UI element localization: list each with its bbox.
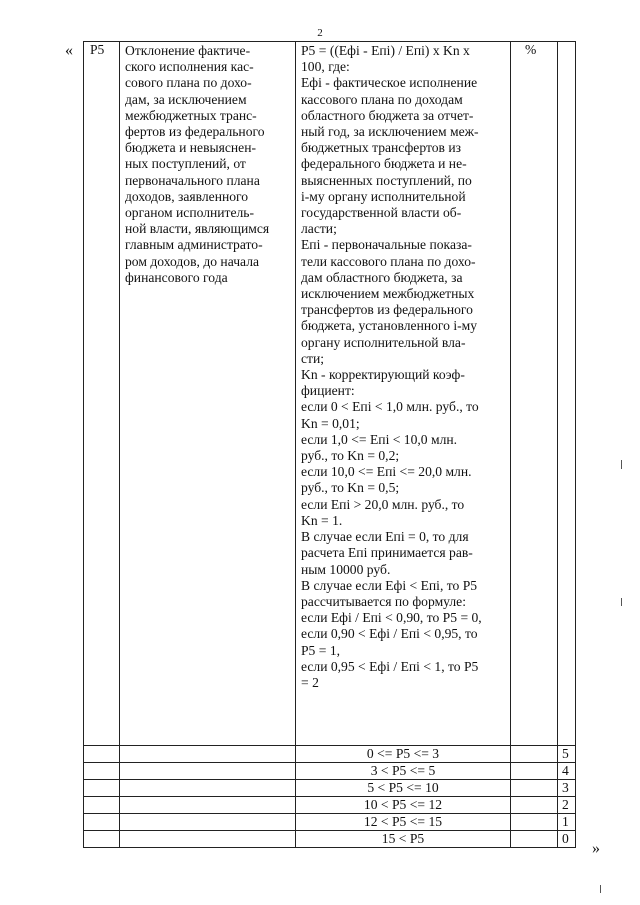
formula-line: если 0,95 < Eфi / Eпi < 1, то P5 (301, 658, 479, 674)
score-value: 0 (558, 831, 576, 848)
formula-line: бюджетных трансфертов из (301, 140, 461, 156)
empty-cell (120, 797, 296, 814)
formula-line: ным 10000 руб. (301, 561, 391, 577)
score-row (84, 763, 576, 780)
score-range: 10 < P5 <= 12 (296, 797, 511, 814)
formula-line: бюджета, установленного i-му (301, 318, 478, 334)
formula-line: расчета Eпi принимается рав- (301, 545, 473, 561)
score-row (84, 814, 576, 831)
score-row (84, 746, 576, 763)
formula-line: руб., то Kn = 0,5; (301, 480, 400, 496)
formula-line: В случае если Eпi = 0, то для (301, 529, 469, 545)
unit-label: % (525, 42, 537, 57)
empty-cell (84, 814, 120, 831)
formula-line: государственной власти об- (301, 205, 462, 221)
empty-cell (84, 780, 120, 797)
score-row (84, 780, 576, 797)
formula-line: рассчитывается по формуле: (301, 593, 466, 609)
formula-line: Kn = 0,01; (301, 415, 360, 431)
name-line: ром доходов, до начала (125, 253, 260, 269)
empty-cell (120, 780, 296, 797)
formula-line: тели кассового плана по дохо- (301, 253, 476, 269)
formula-line: выясненных поступлений, по (301, 172, 472, 188)
formula-line: дам областного бюджета, за (301, 269, 463, 285)
name-line: финансового года (125, 269, 228, 285)
score-value: 4 (558, 763, 576, 780)
empty-cell (120, 746, 296, 763)
empty-cell (84, 746, 120, 763)
scan-artifact (600, 885, 601, 893)
empty-cell (511, 746, 558, 763)
empty-cell (120, 831, 296, 848)
formula-line: если 10,0 <= Eпi <= 20,0 млн. (301, 464, 472, 480)
indicator-code-cell (84, 42, 120, 746)
empty-cell (511, 797, 558, 814)
formula-line: органу исполнительной вла- (301, 334, 466, 350)
formula-line: Kn - корректирующий коэф- (301, 367, 465, 383)
formula-line: исключением межбюджетных (301, 286, 475, 302)
indicator-main-row (84, 42, 576, 746)
name-line: ных поступлений, от (125, 156, 246, 172)
score-value: 2 (558, 797, 576, 814)
score-range: 0 <= P5 <= 3 (296, 746, 511, 763)
score-range: 5 < P5 <= 10 (296, 780, 511, 797)
name-line: органом исполнитель- (125, 205, 255, 221)
opening-quote: « (65, 42, 73, 59)
score-value: 1 (558, 814, 576, 831)
score-range: 15 < P5 (296, 831, 511, 848)
formula-line: = 2 (301, 674, 319, 690)
formula-line: федерального бюджета и не- (301, 156, 467, 172)
score-range: 3 < P5 <= 5 (296, 763, 511, 780)
empty-cell (120, 763, 296, 780)
indicator-table (83, 41, 576, 848)
empty-cell (84, 763, 120, 780)
formula-line: i-му органу исполнительной (301, 188, 466, 204)
formula-line: если Eпi > 20,0 млн. руб., то (301, 496, 465, 512)
score-range: 12 < P5 <= 15 (296, 814, 511, 831)
formula-line: P5 = ((Eфi - Eпi) / Eпi) x Kn x (301, 43, 470, 58)
formula-line: если 0,90 < Eфi / Eпi < 0,95, то (301, 626, 478, 642)
name-line: дам, за исключением (125, 91, 247, 107)
indicator-name-cell (120, 42, 296, 746)
name-line: ной власти, являющимся (125, 221, 270, 237)
formula-line: 100, где: (301, 59, 350, 75)
formula-line: ный год, за исключением меж- (301, 124, 479, 140)
formula-line: Eпi - первоначальные показа- (301, 237, 472, 253)
score-value: 3 (558, 780, 576, 797)
closing-quote: » (592, 840, 600, 857)
name-line: первоначального плана (125, 172, 260, 188)
scan-artifact (621, 598, 622, 606)
formula-cell (296, 42, 511, 746)
formula-line: кассового плана по доходам (301, 91, 463, 107)
name-line: бюджета и невыяснен- (125, 140, 257, 156)
empty-cell (511, 763, 558, 780)
formula-line: P5 = 1, (301, 642, 341, 658)
empty-cell (511, 831, 558, 848)
name-line: Отклонение фактиче- (125, 43, 251, 58)
empty-cell (84, 797, 120, 814)
formula-line: если 0 < Eпi < 1,0 млн. руб., то (301, 399, 479, 415)
name-line: фертов из федерального (125, 124, 265, 140)
formula-line: Eфi - фактическое исполнение (301, 75, 478, 91)
name-line: главным администрато- (125, 237, 263, 253)
formula-line: Kn = 1. (301, 512, 343, 528)
formula-line: сти; (301, 350, 325, 366)
empty-cell (120, 814, 296, 831)
name-line: ского исполнения кас- (125, 59, 254, 75)
indicator-code: P5 (90, 42, 105, 57)
score-row (84, 831, 576, 848)
formula-line: областного бюджета за отчет- (301, 107, 474, 123)
formula-line: если Eфi / Eпi < 0,90, то P5 = 0, (301, 610, 482, 626)
formula-line: В случае если Eфi < Eпi, то P5 (301, 577, 478, 593)
name-line: доходов, заявленного (125, 188, 249, 204)
unit-cell (511, 42, 558, 746)
formula-line: если 1,0 <= Eпi < 10,0 млн. (301, 431, 458, 447)
empty-cell (511, 814, 558, 831)
formula-line: фициент: (301, 383, 355, 399)
name-line: сового плана по дохо- (125, 75, 252, 91)
score-empty-cell (558, 42, 576, 746)
page-number: 2 (317, 27, 323, 39)
formula-line: руб., то Kn = 0,2; (301, 448, 400, 464)
score-value: 5 (558, 746, 576, 763)
empty-cell (511, 780, 558, 797)
formula-line: трансфертов из федерального (301, 302, 473, 318)
score-row (84, 797, 576, 814)
scan-artifact (621, 460, 622, 469)
name-line: межбюджетных транс- (125, 107, 257, 123)
formula-line: ласти; (301, 221, 337, 237)
empty-cell (84, 831, 120, 848)
